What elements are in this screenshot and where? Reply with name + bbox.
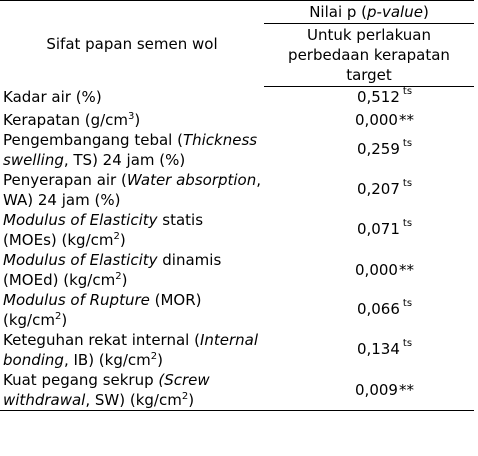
property-text: , SW) (kg/cm — [85, 391, 182, 409]
superscript: 2 — [181, 391, 189, 402]
row-value — [264, 330, 474, 370]
row-property — [0, 370, 264, 411]
property-italic: Water absorption — [126, 171, 257, 189]
property-text: ) — [188, 391, 195, 409]
property-text: ) — [157, 351, 164, 369]
significance-mark: ** — [398, 381, 414, 399]
row-value — [264, 110, 474, 130]
p-value: 0,134 — [356, 339, 400, 358]
significance-mark: ts — [402, 86, 413, 97]
header-property: Sifat papan semen wol — [0, 1, 264, 87]
property-text: Kuat pegang sekrup — [3, 371, 159, 389]
p-value: 0,009 — [355, 381, 398, 399]
table-row — [0, 210, 474, 250]
table-row — [0, 170, 474, 210]
row-property — [0, 250, 264, 290]
table-row — [0, 370, 474, 411]
header-p-value-italic: p-value — [367, 3, 423, 21]
superscript: 3 — [128, 111, 135, 122]
superscript: 2 — [113, 231, 120, 242]
row-property — [0, 170, 264, 210]
property-italic: Internal bonding — [3, 331, 259, 369]
p-value: 0,259 — [356, 139, 400, 158]
property-text: Penyerapan air ( — [3, 171, 127, 189]
table-row — [0, 330, 474, 370]
row-value — [264, 170, 474, 210]
row-value — [264, 370, 474, 411]
property-italic: Modulus of Elasticity — [3, 211, 158, 229]
table-row — [0, 110, 474, 130]
superscript: 2 — [150, 351, 158, 362]
row-property — [0, 290, 264, 330]
row-value — [264, 210, 474, 250]
property-text: dinamis (MOEd) (kg/cm — [3, 251, 222, 289]
p-value: 0,512 — [356, 88, 400, 106]
table-row — [0, 130, 474, 170]
property-text: ) — [134, 111, 141, 129]
row-value — [264, 290, 474, 330]
property-text: Kerapatan (g/cm — [3, 111, 129, 129]
row-value — [264, 130, 474, 170]
significance-mark: ts — [402, 177, 413, 189]
property-text: ) — [61, 311, 68, 329]
table-row — [0, 250, 474, 290]
significance-mark: ** — [398, 111, 414, 129]
significance-mark: ts — [402, 337, 413, 349]
header-p-value-prefix: Nilai p ( — [309, 3, 368, 21]
property-text: statis (MOEs) (kg/cm — [3, 211, 204, 249]
property-italic: Modulus of Rupture — [3, 291, 150, 309]
p-value: 0,071 — [356, 219, 400, 238]
superscript: 2 — [115, 271, 122, 282]
property-text: , TS) 24 jam (%) — [63, 151, 186, 169]
significance-mark: ts — [402, 297, 413, 309]
property-text: (MOR) (kg/cm — [3, 291, 202, 329]
significance-mark: ts — [402, 217, 413, 229]
property-text: Pengembangang tebal ( — [3, 131, 183, 149]
row-value — [264, 250, 474, 290]
header-p-value-suffix: ) — [422, 3, 429, 21]
significance-mark: ** — [398, 261, 414, 279]
row-property — [0, 110, 264, 130]
header-treatment — [264, 24, 474, 87]
p-value: 0,207 — [356, 179, 400, 198]
property-italic: Thickness swelling — [3, 131, 258, 169]
row-property — [0, 130, 264, 170]
property-italic: (Screw withdrawal — [3, 371, 210, 409]
p-value: 0,000 — [355, 111, 398, 129]
p-value: 0,000 — [355, 261, 398, 279]
header-treatment-line1: Untuk perlakuan — [306, 26, 432, 44]
superscript: 2 — [54, 311, 62, 322]
property-text: Kadar air (%) — [3, 87, 102, 106]
property-text: Keteguhan rekat internal ( — [3, 331, 200, 349]
row-property — [0, 210, 264, 250]
table-row — [0, 290, 474, 330]
property-italic: Modulus of Elasticity — [3, 251, 158, 269]
row-value — [264, 87, 474, 111]
property-text: , WA) 24 jam (%) — [3, 171, 262, 209]
property-text: ) — [121, 271, 128, 289]
row-property — [0, 330, 264, 370]
table-row — [0, 87, 474, 111]
header-treatment-line2: perbedaan kerapatan — [288, 46, 450, 64]
header-row-top — [0, 1, 474, 24]
property-text: , IB) (kg/cm — [63, 351, 151, 369]
p-value: 0,066 — [356, 299, 400, 318]
row-property — [0, 87, 264, 111]
header-treatment-line3: target — [346, 66, 392, 84]
significance-mark: ts — [402, 137, 413, 149]
property-text: ) — [119, 231, 126, 249]
header-p-value — [264, 1, 474, 24]
